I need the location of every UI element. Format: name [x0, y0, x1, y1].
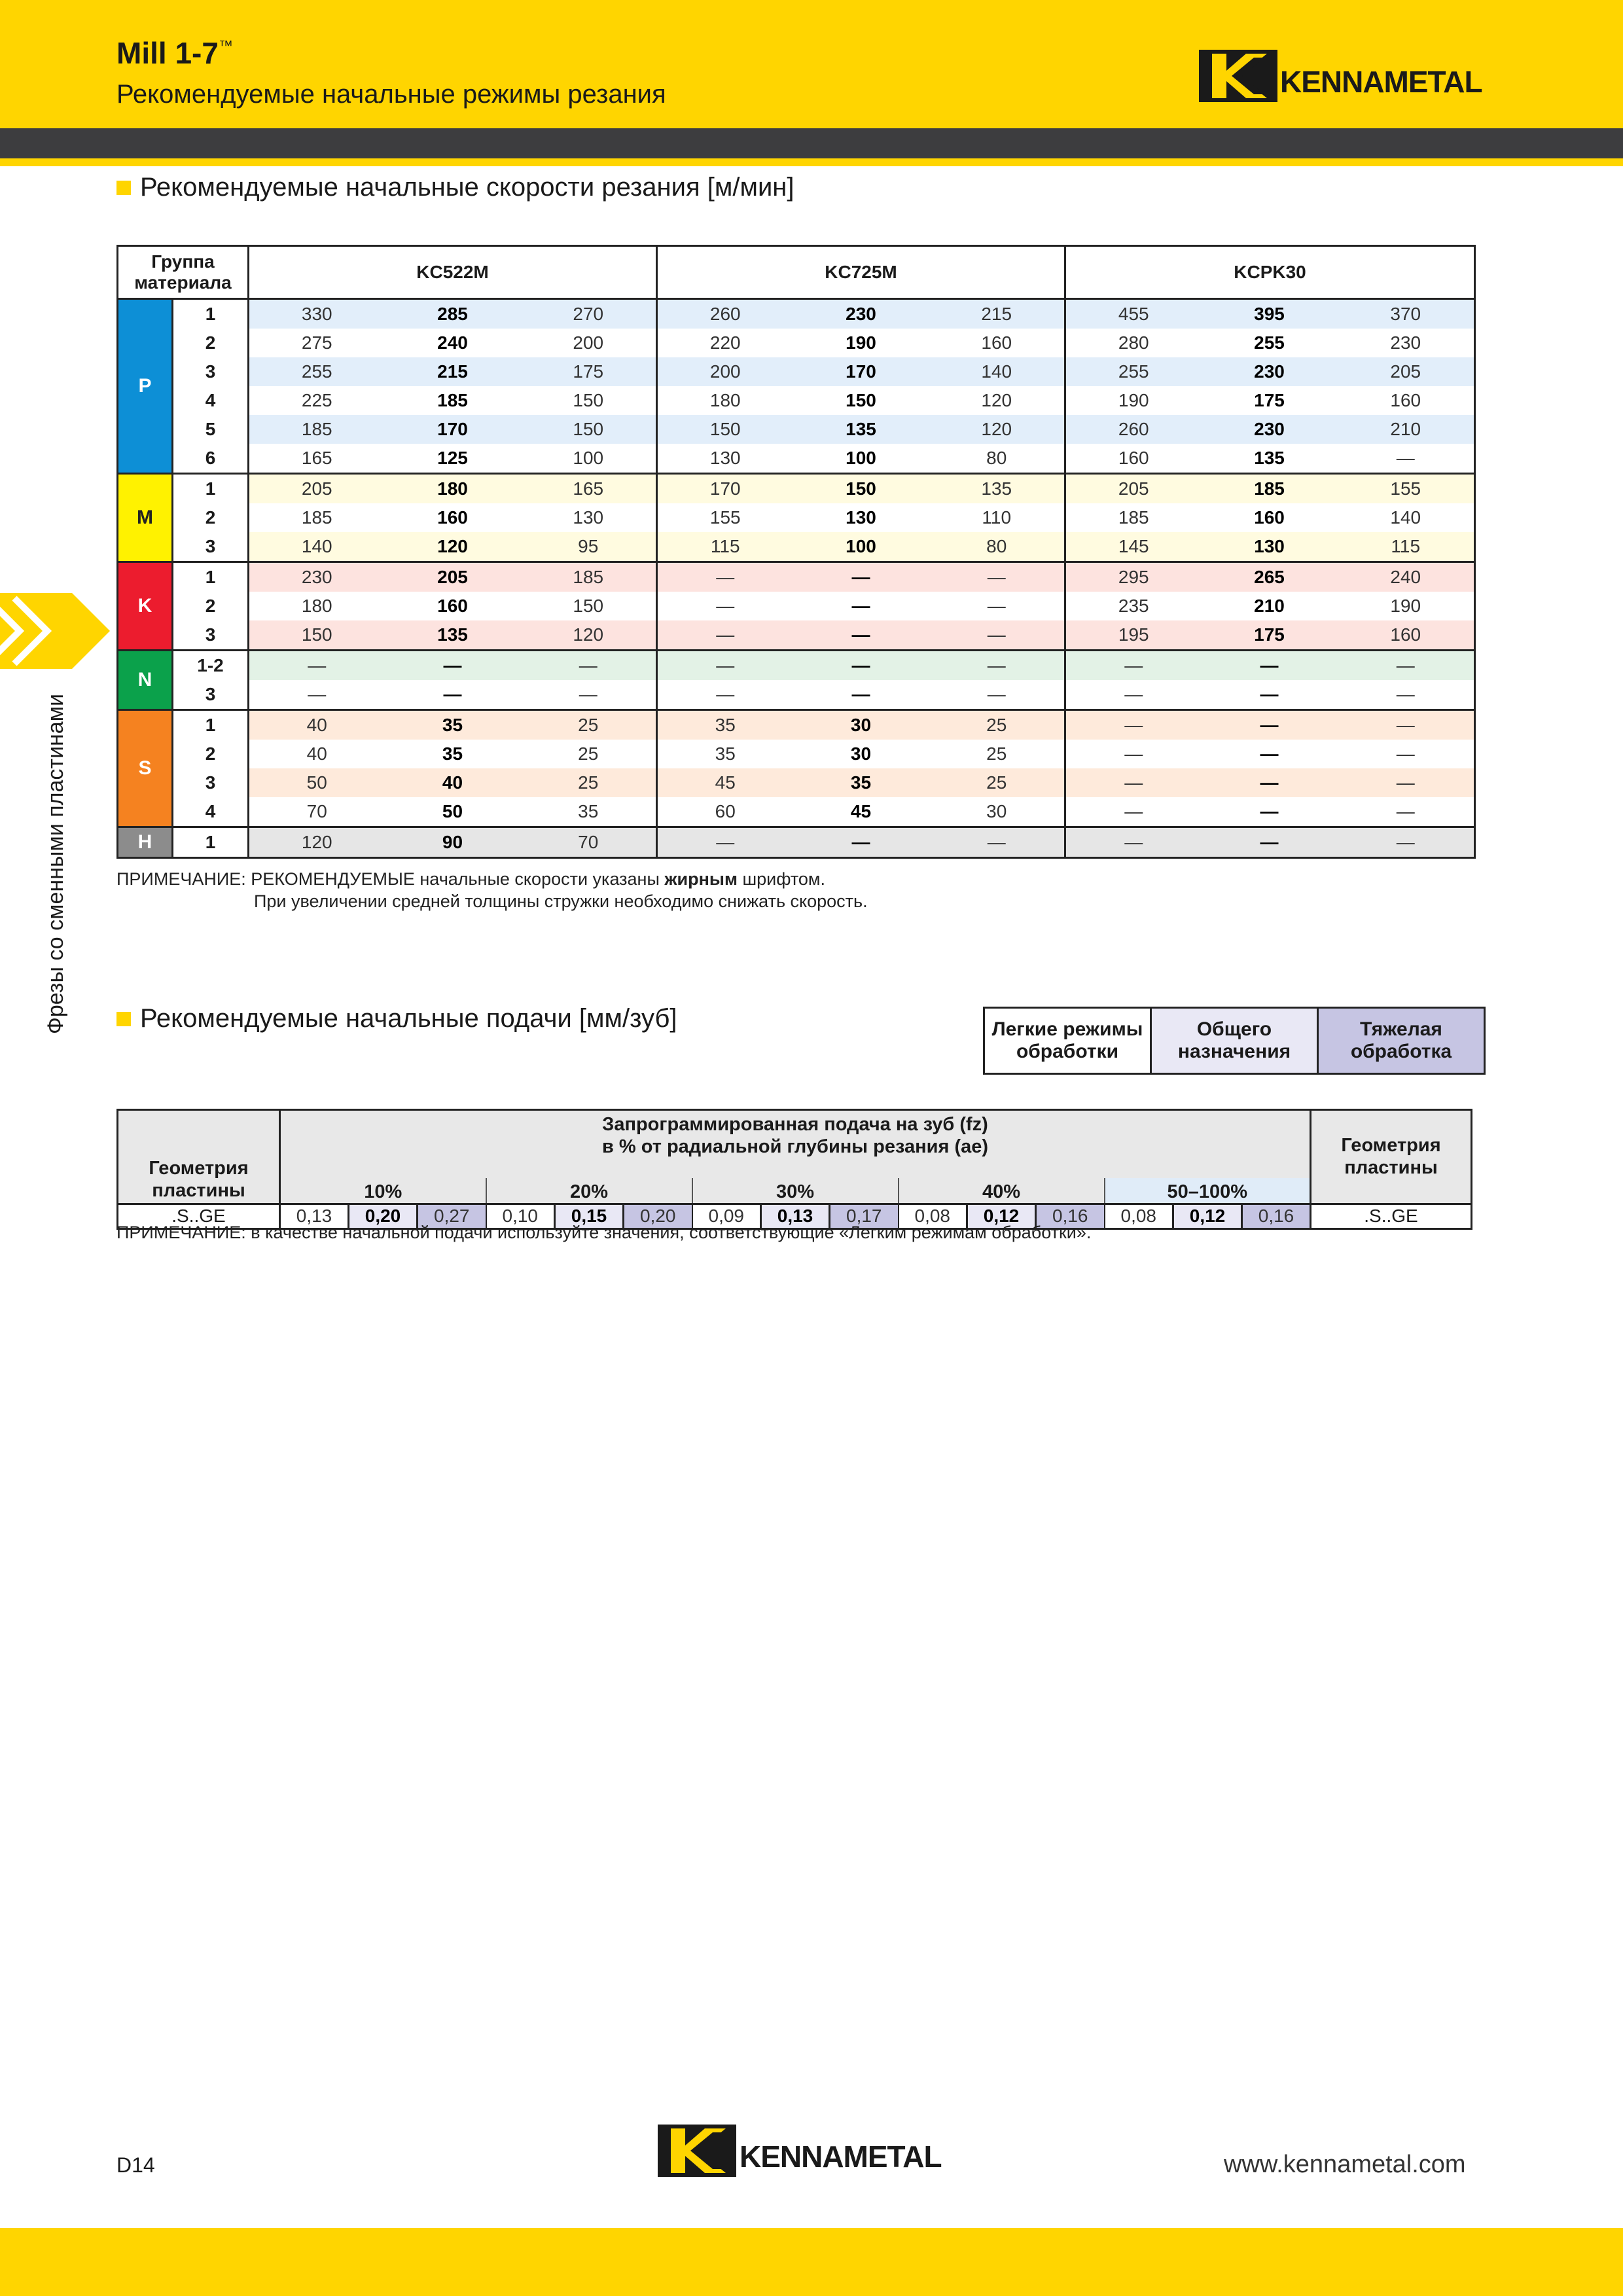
speed-value: 155	[709, 507, 741, 528]
speed-value: 135	[929, 474, 1065, 504]
speed-value: 45	[657, 768, 793, 797]
geometry-header-right: Геометрия пластины	[1311, 1110, 1472, 1204]
speed-value: —	[851, 596, 870, 616]
speed-value: 150	[249, 620, 385, 651]
depth-percent-header: 20%	[486, 1178, 692, 1204]
speed-value: —	[1202, 797, 1338, 827]
material-subgroup: 3	[173, 357, 249, 386]
speed-row	[118, 357, 1475, 386]
material-subgroup: 1	[173, 299, 249, 329]
material-subgroup: 3	[173, 532, 249, 562]
feeds-heading	[116, 1004, 677, 1033]
speed-value: 255	[249, 357, 385, 386]
speed-value: 190	[1118, 390, 1149, 410]
speed-value: —	[1338, 651, 1475, 681]
speed-value: 130	[521, 503, 657, 532]
speed-value: 275	[301, 332, 332, 353]
speed-value: 120	[249, 827, 385, 858]
trademark-symbol: ™	[218, 37, 233, 54]
speed-row	[118, 620, 1475, 651]
speed-value: —	[657, 620, 793, 651]
speed-value: 125	[385, 444, 521, 474]
speed-value: 215	[385, 357, 521, 386]
feeds-note: ПРИМЕЧАНИЕ: в качестве начальной подачи используйте значения, соответствующие «Легким режимам обработки».	[116, 1223, 1092, 1242]
feed-value: 0,17	[830, 1204, 899, 1229]
speed-value: 185	[521, 562, 657, 592]
speed-row	[118, 797, 1475, 827]
feed-value: 0,15	[555, 1204, 624, 1229]
speed-value: —	[521, 680, 657, 710]
kennametal-logo-mark-icon	[1199, 50, 1277, 102]
speed-value: 235	[1118, 596, 1149, 616]
feed-value: 0,10	[486, 1204, 555, 1229]
feed-value: 0,20	[624, 1204, 692, 1229]
speed-row	[118, 768, 1475, 797]
speeds-table-body	[118, 299, 1475, 858]
speed-value: —	[1065, 827, 1202, 858]
speed-value: 150	[521, 592, 657, 620]
speed-value: 220	[709, 332, 741, 353]
speed-value: 395	[1202, 299, 1338, 329]
feed-value: 0,20	[349, 1204, 418, 1229]
depth-percent-header: 40%	[899, 1178, 1105, 1204]
speed-value: 170	[385, 415, 521, 444]
note-text: РЕКОМЕНДУЕМЫЕ начальные скорости указаны	[251, 869, 665, 889]
speed-value: 280	[1118, 332, 1149, 353]
speed-value: 205	[249, 474, 385, 504]
speed-value: 45	[793, 797, 929, 827]
speed-value: —	[657, 680, 793, 710]
speed-value: 140	[929, 357, 1065, 386]
material-subgroup: 3	[173, 680, 249, 710]
speed-value: 160	[1338, 620, 1475, 651]
speed-row	[118, 827, 1475, 858]
speed-value: —	[385, 651, 521, 681]
speed-value: 110	[929, 503, 1065, 532]
speed-row	[118, 386, 1475, 415]
material-code: M	[118, 474, 173, 562]
geometry-code: .S..GE	[118, 1204, 280, 1229]
feeds-table	[116, 1109, 1472, 1230]
material-subgroup: 5	[173, 415, 249, 444]
speed-value: 90	[385, 827, 521, 858]
note-label: ПРИМЕЧАНИЕ:	[116, 869, 246, 889]
speed-value: 175	[1254, 390, 1285, 410]
speed-row	[118, 740, 1475, 768]
speed-value: 185	[301, 507, 332, 528]
speed-value: —	[249, 680, 385, 710]
speed-row	[118, 680, 1475, 710]
speed-value: 230	[793, 299, 929, 329]
speed-value: 185	[1118, 507, 1149, 528]
speed-value: 175	[1202, 620, 1338, 651]
speed-value: 455	[1065, 299, 1202, 329]
header-yellow-strip	[0, 158, 1623, 166]
speed-value: —	[657, 651, 793, 681]
product-title	[116, 35, 233, 71]
speed-value: 25	[521, 740, 657, 768]
speed-value: 160	[1338, 386, 1475, 415]
speed-value: 230	[1338, 329, 1475, 357]
speed-value: 40	[249, 710, 385, 740]
speed-value: 210	[1338, 415, 1475, 444]
speed-value: 70	[249, 797, 385, 827]
kennametal-logo	[1199, 50, 1482, 102]
speed-value: 100	[521, 444, 657, 474]
speed-value: 160	[437, 507, 468, 528]
depth-percent-header: 50–100%	[1105, 1178, 1311, 1204]
feed-value: 0,13	[761, 1204, 830, 1229]
speed-value: 285	[385, 299, 521, 329]
speed-value: 135	[1202, 444, 1338, 474]
speed-row	[118, 415, 1475, 444]
speed-value: 25	[929, 710, 1065, 740]
speed-value: 180	[709, 390, 741, 410]
speed-value: 160	[437, 596, 468, 616]
speed-value: 150	[846, 390, 876, 410]
speed-value: 205	[1338, 357, 1475, 386]
speed-value: 50	[249, 768, 385, 797]
material-subgroup: 2	[173, 592, 249, 620]
speed-value: 255	[1065, 357, 1202, 386]
speed-value: 210	[1254, 596, 1285, 616]
speed-value: 140	[249, 532, 385, 562]
speed-value: 120	[521, 620, 657, 651]
speed-value: —	[1202, 680, 1338, 710]
material-subgroup: 3	[173, 768, 249, 797]
speed-value: —	[1065, 768, 1202, 797]
speed-value: 230	[1202, 415, 1338, 444]
speed-row	[118, 532, 1475, 562]
page-subtitle: Рекомендуемые начальные режимы резания	[116, 80, 666, 109]
speed-value: —	[929, 651, 1065, 681]
header-dark-bar	[0, 128, 1623, 158]
speed-row	[118, 474, 1475, 504]
speed-value: 165	[521, 474, 657, 504]
speeds-heading-text: Рекомендуемые начальные скорости резания [м/мин]	[140, 173, 794, 202]
speed-value: 25	[929, 768, 1065, 797]
speed-value: 150	[521, 415, 657, 444]
material-code: H	[118, 827, 173, 858]
speed-row	[118, 651, 1475, 681]
speed-value: 70	[521, 827, 657, 858]
speed-value: 130	[657, 444, 793, 474]
speed-value: 190	[1338, 592, 1475, 620]
grade-header: KC522M	[249, 246, 657, 299]
grade-header: KCPK30	[1065, 246, 1475, 299]
material-subgroup: 2	[173, 503, 249, 532]
speed-value: 120	[929, 415, 1065, 444]
speed-value: 200	[657, 357, 793, 386]
speed-value: 150	[793, 474, 929, 504]
material-group-header: Группа материала	[118, 246, 249, 299]
kennametal-logo-mark-icon	[657, 2125, 737, 2177]
speed-value: 80	[929, 444, 1065, 474]
footer-kennametal-wordmark: KENNAMETAL	[740, 2140, 942, 2174]
speed-value: 35	[385, 710, 521, 740]
speed-value: —	[385, 680, 521, 710]
speed-value: 150	[657, 415, 793, 444]
speeds-table	[116, 245, 1476, 859]
speed-value: —	[249, 651, 385, 681]
speed-value: —	[1338, 444, 1475, 474]
speed-value: —	[1124, 744, 1143, 764]
speed-value: 35	[442, 744, 463, 764]
speed-value: —	[929, 827, 1065, 858]
speed-value: 40	[385, 768, 521, 797]
speed-value: 165	[249, 444, 385, 474]
speed-value: 60	[657, 797, 793, 827]
speed-value: 370	[1338, 299, 1475, 329]
speed-value: —	[1338, 740, 1475, 768]
speed-value: —	[1065, 710, 1202, 740]
speed-row	[118, 710, 1475, 740]
grade-header: KC725M	[657, 246, 1065, 299]
footer-kennametal-logo	[657, 2125, 942, 2177]
depth-percent-header: 10%	[280, 1178, 486, 1204]
speed-row	[118, 444, 1475, 474]
feeds-heading-text: Рекомендуемые начальные подачи [мм/зуб]	[140, 1004, 677, 1033]
material-subgroup: 3	[173, 620, 249, 651]
speeds-heading	[116, 173, 794, 202]
speed-value: 100	[793, 444, 929, 474]
speed-value: —	[1338, 680, 1475, 710]
speed-value: 80	[929, 532, 1065, 562]
speed-value: 115	[657, 532, 793, 562]
speed-value: 240	[1338, 562, 1475, 592]
speed-value: —	[657, 562, 793, 592]
footer-band	[0, 2228, 1623, 2296]
feed-title-line2: в % от радиальной глубины резания (ae)	[601, 1136, 989, 1157]
speed-value: 205	[385, 562, 521, 592]
material-subgroup: 6	[173, 444, 249, 474]
speed-value: 215	[929, 299, 1065, 329]
speed-value: 160	[1065, 444, 1202, 474]
speed-value: 50	[385, 797, 521, 827]
speed-value: 25	[521, 710, 657, 740]
speed-value: —	[1338, 768, 1475, 797]
speed-value: 155	[1338, 474, 1475, 504]
feed-value: 0,16	[1036, 1204, 1105, 1229]
speed-value: 135	[793, 415, 929, 444]
feed-value: 0,27	[418, 1204, 486, 1229]
speed-value: 40	[306, 744, 327, 764]
yellow-square-icon	[116, 1012, 131, 1026]
speed-value: 160	[1254, 507, 1285, 528]
speed-value: 100	[793, 532, 929, 562]
speed-row	[118, 299, 1475, 329]
feed-value: 0,09	[692, 1204, 761, 1229]
speed-value: —	[1338, 797, 1475, 827]
speed-value: —	[716, 596, 735, 616]
speed-value: 260	[657, 299, 793, 329]
speed-value: 140	[1338, 503, 1475, 532]
speed-value: 330	[249, 299, 385, 329]
feed-title-line1: Запрограммированная подача на зуб (fz)	[602, 1114, 988, 1135]
material-subgroup: 1	[173, 474, 249, 504]
speed-row	[118, 329, 1475, 357]
speed-value: —	[1065, 797, 1202, 827]
product-name: Mill 1-7	[116, 36, 219, 70]
speed-value: 170	[657, 474, 793, 504]
geometry-header-left: Геометрия пластины	[118, 1110, 280, 1204]
speed-value: —	[1065, 651, 1202, 681]
speed-row	[118, 592, 1475, 620]
speed-value: 185	[1202, 474, 1338, 504]
speeds-note	[116, 868, 825, 890]
speed-value: 160	[929, 329, 1065, 357]
speed-value: —	[929, 620, 1065, 651]
speed-value: —	[793, 651, 929, 681]
speed-value: 255	[1254, 332, 1285, 353]
speed-value: 185	[437, 390, 468, 410]
material-subgroup: 1-2	[173, 651, 249, 681]
speed-value: —	[1338, 827, 1475, 858]
speed-value: —	[793, 620, 929, 651]
feed-value: 0,08	[899, 1204, 967, 1229]
speed-value: 135	[385, 620, 521, 651]
speed-value: 115	[1338, 532, 1475, 562]
speed-value: 25	[521, 768, 657, 797]
yellow-square-icon	[116, 181, 131, 195]
feed-value: 0,08	[1105, 1204, 1173, 1229]
speed-value: —	[1338, 710, 1475, 740]
speed-value: 260	[1065, 415, 1202, 444]
feed-value: 0,12	[1173, 1204, 1242, 1229]
speed-value: 35	[793, 768, 929, 797]
speed-value: 30	[793, 710, 929, 740]
speed-value: —	[793, 680, 929, 710]
speed-value: 295	[1065, 562, 1202, 592]
speed-value: 190	[846, 332, 876, 353]
material-subgroup: 4	[173, 386, 249, 415]
speed-value: 225	[301, 390, 332, 410]
material-subgroup: 1	[173, 827, 249, 858]
speed-value: 150	[521, 386, 657, 415]
material-subgroup: 1	[173, 562, 249, 592]
note-bold-word: жирным	[664, 869, 738, 889]
speed-value: 200	[521, 329, 657, 357]
speed-value: 270	[521, 299, 657, 329]
speed-value: —	[929, 562, 1065, 592]
material-code: N	[118, 651, 173, 710]
speed-value: 35	[521, 797, 657, 827]
feed-value: 0,13	[280, 1204, 349, 1229]
speed-value: 240	[437, 332, 468, 353]
speed-value: 170	[793, 357, 929, 386]
material-subgroup: 2	[173, 329, 249, 357]
material-code: S	[118, 710, 173, 827]
speed-value: 205	[1065, 474, 1202, 504]
geometry-code: .S..GE	[1311, 1204, 1472, 1229]
page-number: D14	[116, 2153, 155, 2177]
speed-value: —	[521, 651, 657, 681]
speed-value: 195	[1065, 620, 1202, 651]
material-subgroup: 1	[173, 710, 249, 740]
speed-value: —	[1202, 827, 1338, 858]
legend-heavy: Тяжелая обработка	[1318, 1008, 1485, 1074]
website-link[interactable]: www.kennametal.com	[1224, 2151, 1466, 2178]
speed-value: 180	[385, 474, 521, 504]
speed-value: 30	[929, 797, 1065, 827]
speed-value: 25	[929, 740, 1065, 768]
legend-general: Общего назначения	[1151, 1008, 1318, 1074]
material-code: P	[118, 299, 173, 474]
speed-value: —	[1202, 651, 1338, 681]
feed-value: 0,12	[967, 1204, 1036, 1229]
speed-value: —	[657, 827, 793, 858]
speed-value: 230	[249, 562, 385, 592]
speeds-note-line2: При увеличении средней толщины стружки необходимо снижать скорость.	[254, 891, 868, 911]
material-subgroup: 2	[173, 740, 249, 768]
speed-row	[118, 503, 1475, 532]
speed-value: 120	[385, 532, 521, 562]
speed-value: 265	[1202, 562, 1338, 592]
material-code: K	[118, 562, 173, 651]
speed-value: —	[929, 592, 1065, 620]
speed-value: —	[793, 562, 929, 592]
speed-value: 130	[846, 507, 876, 528]
section-chevron-icon	[0, 593, 111, 669]
note-text-end: шрифтом.	[737, 869, 825, 889]
feed-legend	[983, 1007, 1486, 1075]
material-subgroup: 4	[173, 797, 249, 827]
speed-value: —	[1065, 680, 1202, 710]
feed-value: 0,16	[1242, 1204, 1311, 1229]
speed-value: —	[1260, 744, 1279, 764]
speed-value: 175	[521, 357, 657, 386]
speed-value: 180	[301, 596, 332, 616]
speed-value: 145	[1065, 532, 1202, 562]
speed-value: 30	[850, 744, 872, 764]
speed-value: 35	[715, 744, 736, 764]
speed-value: 130	[1202, 532, 1338, 562]
speed-value: 230	[1202, 357, 1338, 386]
speed-row	[118, 562, 1475, 592]
speed-value: 185	[249, 415, 385, 444]
speed-value: —	[1202, 710, 1338, 740]
kennametal-wordmark: KENNAMETAL	[1280, 65, 1482, 99]
speed-value: —	[793, 827, 929, 858]
speed-value: 120	[929, 386, 1065, 415]
legend-light: Легкие режимы обработки	[984, 1008, 1151, 1074]
speed-value: 35	[657, 710, 793, 740]
side-section-label: Фрезы со сменными пластинами	[43, 694, 68, 1034]
speed-value: 95	[521, 532, 657, 562]
feed-title	[280, 1110, 1311, 1178]
speed-value: —	[1202, 768, 1338, 797]
speed-value: —	[929, 680, 1065, 710]
depth-percent-header: 30%	[692, 1178, 899, 1204]
